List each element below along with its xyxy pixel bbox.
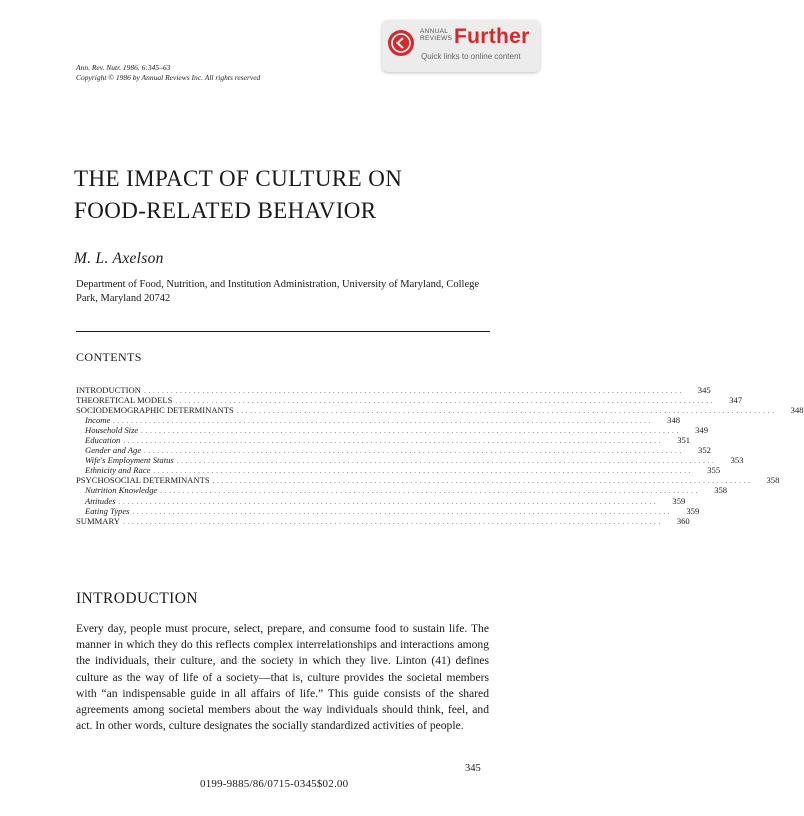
toc-entry-page: 353 bbox=[730, 455, 744, 466]
play-arrow-icon[interactable] bbox=[388, 30, 414, 56]
toc-leader-dots: . . . . . . . . . . . . . . . . . . . . . . . . . . . . . . . . . . . . . . . . . . . . . . . . . . . . . . . . . . . . . . . . . . . . . . . . . . . . . . . . . . . . . . . . . . . . . . . . . . . . . . . . . . . . . . . . . . . . . . . . bbox=[144, 447, 682, 456]
toc-entry-label: Gender and Age bbox=[85, 445, 142, 456]
toc-leader-dots: . . . . . . . . . . . . . . . . . . . . . . . . . . . . . . . . . . . . . . . . . . . . . . . . . . . . . . . . . . . . . . . . . . . . . . . . . . . . . . . . . . . . . . . . . . . . . . . . . . . . . . . . . . . . . . . . . . . . . . . . bbox=[113, 417, 652, 426]
banner-further-label[interactable]: Further bbox=[454, 25, 530, 48]
toc-entry-label: Attitudes bbox=[85, 495, 116, 506]
toc-entry bbox=[76, 485, 728, 496]
article-title bbox=[74, 163, 514, 227]
toc-leader-dots: . . . . . . . . . . . . . . . . . . . . . . . . . . . . . . . . . . . . . . . . . . . . . . . . . . . . . . . . . . . . . . . . . . . . . . . . . . . . . . . . . . . . . . . . . . . . . . . . . . . . . . . . . . . . . . . . . . . . . . . . bbox=[236, 407, 775, 416]
toc-entry bbox=[76, 385, 711, 395]
contents-heading: CONTENTS bbox=[76, 350, 142, 364]
toc-entry bbox=[76, 405, 804, 416]
toc-entry-label: Ethnicity and Race bbox=[85, 465, 151, 476]
toc-entry-label: SUMMARY bbox=[76, 515, 120, 526]
toc-leader-dots: . . . . . . . . . . . . . . . . . . . . . . . . . . . . . . . . . . . . . . . . . . . . . . . . . . . . . . . . . . . . . . . . . . . . . . . . . . . . . . . . . . . . . . . . . . . . . . . . . . . . . . . . . . . . . . . . . . . . . . . . bbox=[123, 437, 662, 446]
toc-entry-page: 348 bbox=[790, 405, 804, 416]
title-line-2: FOOD-RELATED BEHAVIOR bbox=[74, 198, 377, 223]
journal-info bbox=[76, 63, 260, 83]
toc-entry bbox=[76, 515, 690, 526]
banner-subtitle: Quick links to online content bbox=[421, 52, 521, 61]
divider-rule bbox=[76, 331, 490, 332]
toc-entry-label: Income bbox=[85, 415, 111, 426]
toc-leader-dots: . . . . . . . . . . . . . . . . . . . . . . . . . . . . . . . . . . . . . . . . . . . . . . . . . . . . . . . . . . . . . . . . . . . . . . . . . . . . . . . . . . . . . . . . . . . . . . . . . . . . . . . . . . . . . . . . . . . . . . . . bbox=[132, 507, 671, 516]
toc-entry bbox=[76, 445, 711, 456]
toc-entry-page: 359 bbox=[672, 495, 686, 506]
toc-entry-page: 348 bbox=[667, 415, 681, 426]
toc-entry-page: 352 bbox=[698, 445, 711, 456]
toc-entry-page: 358 bbox=[714, 485, 728, 496]
toc-entry-label: Nutrition Knowledge bbox=[85, 485, 158, 496]
toc-entry-page: 345 bbox=[697, 385, 711, 395]
toc-entry bbox=[76, 415, 681, 426]
toc-entry-page: 355 bbox=[707, 465, 721, 476]
toc-entry-label: SOCIODEMOGRAPHIC DETERMINANTS bbox=[76, 405, 234, 416]
toc-leader-dots: . . . . . . . . . . . . . . . . . . . . . . . . . . . . . . . . . . . . . . . . . . . . . . . . . . . . . . . . . . . . . . . . . . . . . . . . . . . . . . . . . . . . . . . . . . . . . . . . . . . . . . . . . . . . . . . . . . . . . . . . bbox=[176, 457, 715, 466]
toc-entry-page: 360 bbox=[676, 515, 690, 526]
toc-leader-dots: . . . . . . . . . . . . . . . . . . . . . . . . . . . . . . . . . . . . . . . . . . . . . . . . . . . . . . . . . . . . . . . . . . . . . . . . . . . . . . . . . . . . . . . . . . . . . . . . . . . . . . . . . . . . . . . . . . . . . . . . bbox=[141, 427, 679, 436]
journal-copyright: Copyright © 1986 by Annual Reviews Inc. All rights reserved bbox=[76, 73, 261, 82]
toc-entry bbox=[76, 425, 708, 436]
toc-entry bbox=[76, 475, 780, 486]
toc-entry bbox=[76, 395, 743, 406]
toc-entry-page: 349 bbox=[695, 425, 708, 436]
toc-entry bbox=[76, 465, 721, 476]
title-line-1: THE IMPACT OF CULTURE ON bbox=[74, 166, 403, 191]
toc-entry bbox=[76, 435, 691, 446]
toc-leader-dots: . . . . . . . . . . . . . . . . . . . . . . . . . . . . . . . . . . . . . . . . . . . . . . . . . . . . . . . . . . . . . . . . . . . . . . . . . . . . . . . . . . . . . . . . . . . . . . . . . . . . . . . . . . . . . . . . . . . . . . . . bbox=[143, 387, 682, 395]
introduction-paragraph: Every day, people must procure, select, prepare, and consume food to sustain life. The manner in which they do this reflects complex interrelationships and interactions among the individuals, their culture, and the society in which they live. Linton (41) defines culture as the way of life of a society—that is, culture provides the societal members with “an indispensable guide in all affairs of life.” This guide consists of the shared agreements among societal members about the way individuals should think, feel, and act. In other words, culture designates the socially standardized activities of people. bbox=[76, 622, 489, 733]
toc-leader-dots: . . . . . . . . . . . . . . . . . . . . . . . . . . . . . . . . . . . . . . . . . . . . . . . . . . . . . . . . . . . . . . . . . . . . . . . . . . . . . . . . . . . . . . . . . . . . . . . . . . . . . . . . . . . . . . . . . . . . . . . . bbox=[212, 477, 751, 486]
toc-entry-page: 358 bbox=[766, 475, 780, 486]
author-affiliation: Department of Food, Nutrition, and Institution Administration, University of Maryland, College Park, Maryland 20742 bbox=[76, 279, 480, 304]
toc-leader-dots: . . . . . . . . . . . . . . . . . . . . . . . . . . . . . . . . . . . . . . . . . . . . . . . . . . . . . . . . . . . . . . . . . . . . . . . . . . . . . . . . . . . . . . . . . . . . . . . . . . . . . . . . . . . . . . . . . . . . . . . . bbox=[118, 497, 657, 506]
toc-entry-label: THEORETICAL MODELS bbox=[76, 395, 173, 406]
toc-entry-label: INTRODUCTION bbox=[76, 385, 141, 395]
toc-leader-dots: . . . . . . . . . . . . . . . . . . . . . . . . . . . . . . . . . . . . . . . . . . . . . . . . . . . . . . . . . . . . . . . . . . . . . . . . . . . . . . . . . . . . . . . . . . . . . . . . . . . . . . . . . . . . . . . . . . . . . . . . bbox=[175, 397, 714, 406]
author-name: M. L. Axelson bbox=[74, 250, 164, 267]
toc-leader-dots: . . . . . . . . . . . . . . . . . . . . . . . . . . . . . . . . . . . . . . . . . . . . . . . . . . . . . . . . . . . . . . . . . . . . . . . . . . . . . . . . . . . . . . . . . . . . . . . . . . . . . . . . . . . . . . . . . . . . . . . . bbox=[160, 487, 699, 496]
toc-entry-page: 351 bbox=[677, 435, 691, 446]
article-code: 0199-9885/86/0715-0345$02.00 bbox=[200, 778, 349, 790]
table-of-contents bbox=[76, 385, 804, 526]
toc-leader-dots: . . . . . . . . . . . . . . . . . . . . . . . . . . . . . . . . . . . . . . . . . . . . . . . . . . . . . . . . . . . . . . . . . . . . . . . . . . . . . . . . . . . . . . . . . . . . . . . . . . . . . . . . . . . . . . . . . . . . . . . . bbox=[122, 517, 661, 526]
toc-entry-page: 359 bbox=[686, 505, 700, 516]
toc-entry-label: Wife's Employment Status bbox=[85, 455, 174, 466]
toc-entry bbox=[76, 505, 700, 516]
toc-entry-page: 347 bbox=[729, 395, 743, 406]
toc-entry-label: Household Size bbox=[85, 425, 139, 436]
page-number: 345 bbox=[465, 763, 481, 774]
introduction-heading: INTRODUCTION bbox=[76, 590, 198, 607]
toc-entry-label: Education bbox=[85, 435, 121, 446]
toc-entry-label: PSYCHOSOCIAL DETERMINANTS bbox=[76, 475, 210, 486]
journal-citation: Ann. Rev. Nutr. 1986. 6:345–63 bbox=[76, 63, 171, 72]
toc-entry bbox=[76, 455, 744, 466]
toc-entry-label: Eating Types bbox=[85, 505, 130, 516]
banner-brand: ANNUAL REVIEWS bbox=[420, 28, 453, 42]
toc-leader-dots: . . . . . . . . . . . . . . . . . . . . . . . . . . . . . . . . . . . . . . . . . . . . . . . . . . . . . . . . . . . . . . . . . . . . . . . . . . . . . . . . . . . . . . . . . . . . . . . . . . . . . . . . . . . . . . . . . . . . . . . . bbox=[153, 467, 692, 476]
toc-entry bbox=[76, 495, 686, 506]
